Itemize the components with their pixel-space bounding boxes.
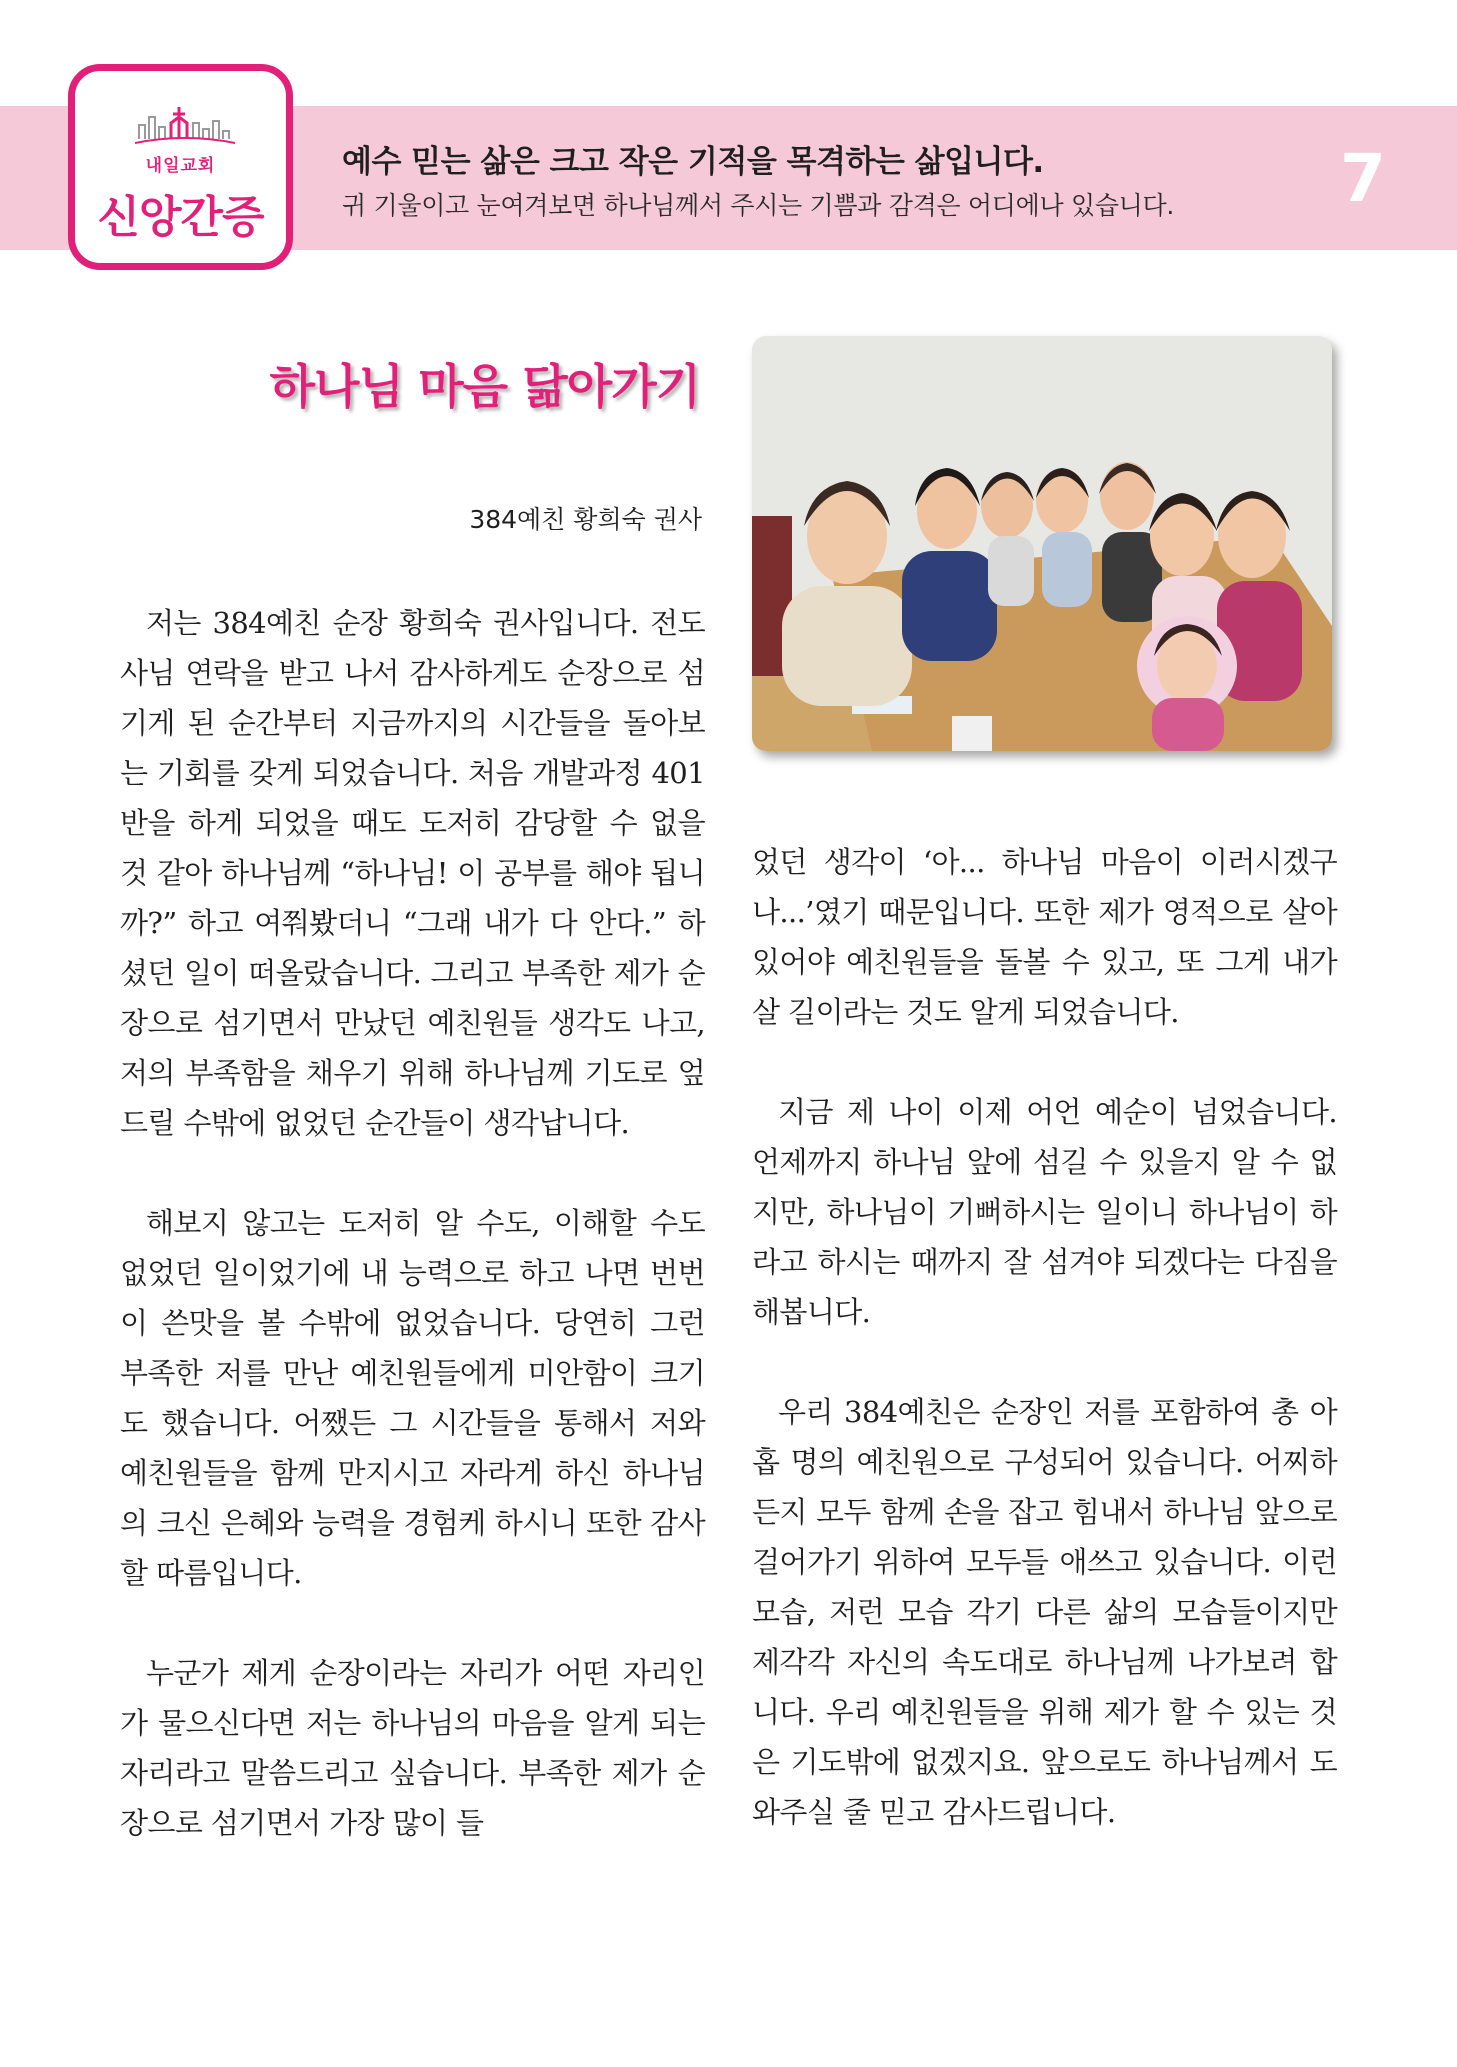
paragraph: 누군가 제게 순장이라는 자리가 어떤 자리인가 물으신다면 저는 하나님의 마음을 알게 되는 자리라고 말씀드리고 싶습니다. 부족한 제가 순장으로 섬기면서 가장 많이 들 [120, 1656, 705, 1840]
section-logo [68, 64, 293, 270]
article-author: 384예친 황희숙 권사 [469, 505, 702, 534]
article-title: 하나님 마음 닮아가기 [269, 360, 700, 415]
header-subtagline: 귀 기울이고 눈여겨보면 하나님께서 주시는 기쁨과 감격은 어디에나 있습니다. [342, 191, 1175, 220]
header-tagline: 예수 믿는 삶은 크고 작은 기적을 목격하는 삶입니다. [342, 144, 1044, 180]
paragraph: 저는 384예친 순장 황희숙 권사입니다. 전도사님 연락을 받고 나서 감사하게도 순장으로 섬기게 된 순간부터 지금까지의 시간들을 돌아보는 기회를 갖게 되었습니다. 처음 개발과정 401반을 하게 되었을 때도 도저히 감당할 수 없을 것 같아 하나님께 “하나님! 이 공부를 해야 됩니까?” 하고 여쭤봤더니 “그래 내가 다 안다.” 하셨던 일이 떠올랐습니다. 그리고 부족한 제가 순장으로 섬기면서 만났던 예친원들 생각도 나고, 저의 부족함을 채우기 위해 하나님께 기도로 엎드릴 수밖에 없었던 순간들이 생각납니다. [120, 606, 705, 1140]
church-skyline-icon [135, 103, 235, 147]
paragraph: 우리 384예친은 순장인 저를 포함하여 총 아홉 명의 예친원으로 구성되어 있습니다. 어찌하든지 모두 함께 손을 잡고 힘내서 하나님 앞으로 걸어가기 위하여 모두들 애쓰고 있습니다. 이런 모습, 저런 모습 각기 다른 삶의 모습들이지만 제각각 자신의 속도대로 하나님께 나가보려 합니다. 우리 예친원들을 위해 제가 할 수 있는 것은 기도밖에 없겠지요. 앞으로도 하나님께서 도와주실 줄 믿고 감사드립니다. [752, 1395, 1337, 1829]
church-name: 내일교회 [145, 156, 216, 176]
paragraph: 해보지 않고는 도저히 알 수도, 이해할 수도 없었던 일이었기에 내 능력으로 하고 나면 번번이 쓴맛을 볼 수밖에 없었습니다. 당연히 그런 부족한 저를 만난 예친원들에게 미안함이 크기도 했습니다. 어쨌든 그 시간들을 통해서 저와 예친원들을 함께 만지시고 자라게 하신 하나님의 크신 은혜와 능력을 경험케 하시니 또한 감사할 따름입니다. [120, 1206, 705, 1590]
paragraph: 었던 생각이 ‘아... 하나님 마음이 이러시겠구나...’였기 때문입니다. 또한 제가 영적으로 살아있어야 예친원들을 돌볼 수 있고, 또 그게 내가 살 길이라는 것도 알게 되었습니다. [752, 845, 1337, 1029]
group-photo [752, 336, 1332, 751]
article-right-column [752, 837, 1337, 1887]
article-left-column [120, 598, 705, 1898]
section-title: 신앙간증 [97, 192, 264, 243]
page-number: 7 [1340, 140, 1386, 217]
paragraph: 지금 제 나이 이제 어언 예순이 넘었습니다. 언제까지 하나님 앞에 섬길 수 있을지 알 수 없지만, 하나님이 기뻐하시는 일이니 하나님이 하라고 하시는 때까지 잘 섬겨야 되겠다는 다짐을 해봅니다. [752, 1095, 1337, 1329]
